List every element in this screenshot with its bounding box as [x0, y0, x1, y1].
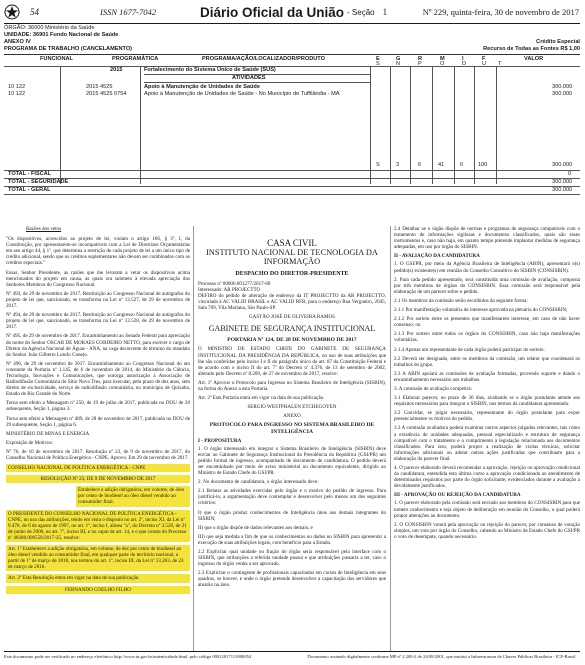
header-funcional: FUNCIONAL [40, 56, 73, 62]
protocolo-item: 2.4 Detalhar se o órgão dispõe de normas e programas de segurança compatíveis com o tratamento de informações sigilosas e documentos classificados, quais são esses instrumentos e, caso não haja, em quanto tempo pretende implantar medidas de segurança adequadas, em uso por órgão do SISBIN. [394, 226, 580, 251]
total-geral-value: 300.000 [552, 187, 573, 193]
avaliacao-item: 2.1.4 Apenas um representante de cada órgão poderá participar do sorteio. [394, 346, 545, 353]
code-fte: 100 [478, 162, 488, 168]
publication-title: Diário Oficial da União [200, 4, 345, 20]
issue-date: Nº 229, quinta-feira, 30 de novembro de 2017 [422, 7, 579, 17]
page-number: 54 [30, 7, 39, 17]
despacho-text: Processo nº 00000.001277/2017-68 Interessado: AR PROJECTTO DEFIRO do pedido de alteração de endereço da IT PROJECTTO da AR PROJECTTO, vinculada à AC VALID BRASIL e AC VALID RFB, para o endereço Rua Vergueiro, 2045, Sala 709, Vila Mariana, São Paulo-SP. [198, 280, 386, 312]
section-aprovacao: III - APROVAÇÃO OU REJEIÇÃO DA CANDIDATURA [394, 492, 521, 499]
column-divider [193, 226, 194, 651]
header-i: I [462, 56, 464, 62]
avaliacao-item: 2. Para cada pedido apresentado, será constituída uma comissão de avaliação, composta por três membros de órgãos do CONSISBIN. Essa comissão será responsável pela elaboração de um parecer sobre o pedido. [394, 276, 580, 295]
masthead-rule [4, 23, 580, 24]
article-1: Art. 1º Estabelecer a adição obrigatória, em volume, de dez por cento de biodiesel ao óleo diesel vendido ao consumidor final, em qualquer parte do território nacional, a partir de 1º de março de 2018, nos termos do art. 1º, inciso III, da Lei nº 13.263, de 23 de março de 2016. [6, 545, 190, 571]
column-left [6, 226, 190, 651]
totals-rule [4, 170, 580, 171]
protocolo-item: 2. No documento de candidatura, o órgão interessado deve: [198, 479, 319, 486]
avaliacao-item: 2.1 Os membros da comissão serão escolhidos da seguinte forma: [394, 297, 528, 304]
mensagem-paragraph: Torna sem efeito a Mensagem nº 489, de 28 de novembro de 2017, publicada no DOU de 29 subsequente, Seção 1, página 6. [6, 415, 190, 428]
protocolo-item: 2.1 Relatar as atividades exercidas pelo órgão e o motivo do pedido de ingresso. Para justificá-lo, a argumentação deve contemplar e desenvolver pelo menos um dos seguintes critérios: [198, 488, 386, 507]
avaliacao-item: 1. O GSI/PR, por meio da Agência Brasileira de Inteligência (ABIN), apresentará o(s) pedido(s) existente(s) em reunião do Conselho Consultivo do SISBIN (CONSISBIN). [394, 261, 580, 274]
protocolo-item: 2.3 Explicitar o contingente de profissionais capacitados em cursos de Inteligência em seus quadros, se houver, e onde o órgão pretende desenvolver a capacitação dos servidores que atuarão na área. [198, 570, 386, 589]
col-divider [140, 66, 141, 184]
portaria-preamble: O MINISTRO DE ESTADO CHEFE DO GABINETE DE SEGURANÇA INSTITUCIONAL DA PRESIDÊNCIA DA REPÚBLICA, no uso de suas atribuições que lhe são conferidas pelo inciso I e II do parágrafo único do art. 87 da Constituição Federal e de acordo com o inciso II do art. 7º do Decreto nº 4.376, de 13 de setembro de 2002, alterado pelo Decreto nº 8.209, de 27 de novembro de 2017, resolve: [198, 346, 386, 377]
footer-signature: Documento assinado digitalmente conforme MP nº 2.200-2 de 24/08/2001, que institui a Infraestrutura de Chaves Públicas Brasileira - ICP-Brasil. [307, 654, 577, 659]
totals-rule [4, 186, 580, 187]
protocolo-item: I) que o órgão produz conhecimentos de Inteligência úteis aos demais integrantes do SISBIN; [198, 509, 386, 522]
row1-funcional: 10 122 [8, 84, 26, 90]
section-label: - Seção [347, 7, 375, 17]
protocolo-item: II) que o órgão dispõe de dados relevantes aos demais; e [198, 524, 313, 531]
activities-label: ATIVIDADES [232, 75, 266, 81]
annex-table-header [4, 54, 580, 66]
header-r: R [418, 56, 423, 62]
total-fiscal-label: TOTAL - FISCAL [8, 171, 52, 177]
row2-programatica: 2015 4525 0754 [86, 91, 127, 97]
code-iu: 6 [460, 162, 464, 168]
protocolo-item: 2.2 Explicitar qual unidade ou fração do órgão seria responsável pela interface com o SISBIN, que atribuições a referida unidade possui e que atribuições passaria a ter, caso o ingresso do órgão venha a ser aprovado. [198, 549, 386, 568]
presidente-text: O PRESIDENTE DO CONSELHO NACIONAL DE POLÍTICA ENERGÉTICA - CNPE, no uso das atribuições, tendo em vista o disposto no art. 2º, inciso XI, da Lei nº 9.478, de 6 de agosto de 1997, no art. 1º, inciso I, alínea "a", do Decreto nº 3.520, de 21 de junho de 2000, no art. 7º, inciso III, e no caput de art. 14, e o que consta do Processo nº 48380.000558/2017-25, resolve: [6, 510, 190, 542]
annex-label: ANEXO IV [4, 39, 31, 45]
totals-rule [4, 194, 580, 195]
program-title: Fortalecimento do Sistema Único de Saúde (SUS) [144, 67, 276, 73]
code-esfera: S [376, 162, 380, 168]
footer-verification: Este documento pode ser verificado no endereço eletrônico http://www.in.gov.br/autenticidade.html, pelo código 00012017113000054 [4, 654, 252, 659]
avaliacao-item: 3.3 A comissão avaliadora poderá examinar outros aspectos julgados relevantes, tais como a existência de unidades adequadas, pessoal especializado e estrutura de segurança compatível com o tratamento e o cumprimento à legislação relacionada aos documentos classificados. Para isso, poderá propor a realização de visitas técnicas, solicitar informações adicionais ou adotar outras ações justificadas que contribuam para a elaboração do parecer final. [394, 425, 580, 462]
resources-label: Recurso de Todas as Fontes R$ 1,00 [483, 46, 580, 52]
issn: ISSN 1677-7042 [100, 7, 156, 17]
col-divider [60, 66, 61, 184]
instituto-heading: INSTITUTO NACIONAL DE TECNOLOGIA DA INFORMAÇÃO [206, 248, 378, 267]
activities-rule [144, 82, 370, 83]
header-g: G [396, 56, 401, 62]
orgao: ÓRGÃO: 36000 Ministério da Saúde [4, 25, 95, 31]
portaria-article-1: Art. 1º Aprovar o Protocolo para Ingresso no Sistema Brasileiro de Inteligência (SISBIN), na forma do Anexo a esta Portaria. [198, 379, 386, 393]
mensagem-paragraph: Nº 494, de 29 de novembro de 2017. Restituição ao Congresso Nacional de autógrafos do projeto de lei que, sancionado, se transforma na Lei nº 13.528, de 29 de novembro de 2017. [6, 312, 190, 331]
aprovacao-item: 2. O CONSISBIN votará pela aprovação ou rejeição do parecer, por consenso de votação simples, um voto por órgão do Conselho, cabendo ao Ministro de Estado Chefe do GSI/PR o voto de desempate, quando necessário. [394, 521, 580, 540]
header-sub-t: T [498, 61, 502, 67]
header-m: M [440, 56, 445, 62]
table-header-rule [4, 66, 580, 67]
row1-valor: 300.000 [552, 84, 573, 90]
mensagem-paragraph: Nº 495, de 29 de novembro de 2017. Encaminhamento ao Senado Federal para apreciação do nome do Senhor OSCAR DE MORAES CORDEIRO NETTO, para exercer o cargo de Diretor da Agência Nacional de Águas - ANA, na vaga decorrente do término do mandato do Senhor João Gilberto Lotufo Conejo. [6, 333, 190, 358]
vetos-paragraph: Essas, Senhor Presidente, as razões que me levaram a vetar os dispositivos acima mencionados do projeto em causa, as quais ora submeto à elevada apreciação dos Senhores Membros do Congresso Nacional. [6, 269, 190, 288]
code-rp: 6 [418, 162, 422, 168]
vetos-paragraph: "Os dispositivos, acrescidos ao projeto de lei, violam o artigo 166, § 3º, I, da Constituição, por apresentarem-se incompatíveis com a Lei de Diretrizes Orçamentárias em seu artigo 44, § 1º, que determina a restrição de cada projeto de lei a um único tipo de crédito adicional, sendo que os créditos suplementares não devem ser combinados com os créditos especiais." [6, 236, 190, 267]
header-programatica: PROGRAMÁTICA [112, 56, 159, 62]
col-divider [390, 66, 391, 184]
column-right [394, 226, 580, 651]
total-seguridade-label: TOTAL - SEGURIDADE [8, 179, 69, 185]
signer: FERNANDO COELHO FILHO [6, 586, 190, 594]
row1-programatica: 2015 4525 [86, 84, 113, 90]
section-number: 1 [382, 7, 388, 17]
col-divider [370, 66, 371, 184]
avaliacao-item: 3.1 Elaborar parecer, no prazo de 30 dias, avaliando se o órgão postulante atende aos requisitos necessários para integrar o SISBIN, nos termos da candidatura apresentada. [394, 395, 580, 408]
despacho-signer: GASTÃO JOSÉ DE OLIVEIRA RAMOS [248, 314, 336, 321]
aprovacao-item: 1. O parecer elaborado pela comissão será enviado aos membros do CONSISBIN para que tomem conhecimento e seja objeto de deliberação em reunião do Conselho, o qual poderá propor alterações ao documento. [394, 500, 580, 519]
header-f: F [482, 56, 486, 62]
mensagem-paragraph: Nº 493, de 29 de novembro de 2017. Restituição ao Congresso Nacional de autógrafos do projeto de lei que, sancionado, se transforma na Lei nº 13.527, de 29 de novembro de 2017. [6, 290, 190, 310]
portaria-signer: SERGIO WESTPHALEN ETCHEGOYEN [247, 404, 337, 411]
protocolo-item: III) que seja medida a fim de que os conhecimentos ou dados no SISBIN para apresentar a execução de suas atribuições legais, com benefício para a Estado. [198, 533, 386, 546]
total-seguridade-value: 300.000 [552, 179, 573, 185]
exposicao-label: Exposição de Motivos: [6, 439, 53, 446]
resolucao-ementa: Estabelece a adição obrigatória, em volume, de óleo por cento de biodiesel ao óleo diesel vendido ao consumidor final. [76, 486, 190, 506]
exposicao-text: Nº 76, de 10 de novembro de 2017. Resolução nº 23, de 9 de novembro de 2017, do Conselho Nacional de Política Energética - CNPE. Aprovo. Em 29 de novembro de 2017. [6, 448, 190, 461]
col-divider [410, 66, 411, 184]
avaliacao-item: 2.1.1 Por manifestação voluntária de interesse aprovada na plenária do CONSISBIN; [394, 307, 568, 314]
col-divider [432, 66, 433, 184]
mensagem-paragraph: Nº 496, de 29 de novembro de 2017. Encaminhamento ao Congresso Nacional do ato constante da Portaria nº 1.145, de 6 de novembro de 2014, do Ministério da Ciência, Tecnologia, Inovações e Comunicações, que outorga autorização à Associação de Radiodifusão Comunitária do Sítio Novo Tres, para executar, pelo prazo de dez anos, sem direito de exclusividade, serviço de radiodifusão comunitária, no município de Quixaba, Estado de Rio Grande do Norte. [6, 360, 190, 398]
total-fiscal-value: 0 [568, 171, 572, 177]
header-sub-n: N [396, 61, 401, 67]
header-sub-u: U [482, 61, 487, 67]
masthead [4, 2, 579, 22]
section-avaliacao: II - AVALIAÇÃO DA CANDIDATURA [394, 253, 480, 260]
cnpe-heading: CONSELHO NACIONAL DE POLÍTICA ENERGÉTICA - CNPE [6, 464, 190, 472]
code-valor: 300.000 [552, 162, 573, 168]
vetos-heading: Razões dos vetos [26, 226, 62, 232]
avaliacao-item: 2.1.3 Por sorteio entre todos os órgãos do CONSISBIN, caso não haja manifestações voluntárias. [394, 331, 580, 344]
column-divider [390, 226, 391, 651]
header-e: E [376, 56, 380, 62]
col-divider [496, 66, 497, 184]
header-sub-p: P [418, 61, 422, 67]
header-sub-s: S [376, 61, 380, 67]
row2-valor: 300.000 [552, 91, 573, 97]
gsi-heading: GABINETE DE SEGURANÇA INSTITUCIONAL [208, 324, 376, 334]
totals-rule [4, 178, 580, 179]
program-label: PROGRAMA DE TRABALHO (CANCELAMENTO) [4, 46, 133, 52]
row1-descricao: Apoio à Manutenção de Unidades de Saúde [144, 84, 260, 90]
avaliacao-item: 2.3 A ABIN apoiará as comissões de avaliação formadas, provendo suporte e dando o encaminhamento necessário aos trabalhos. [394, 370, 580, 383]
avaliacao-item: 2.1.2 Por sorteio entre os presentes que manifestarem interesse, em caso de não haver consenso; ou [394, 316, 580, 329]
coat-of-arms-icon [4, 4, 20, 20]
anexo-heading: ANEXO [283, 413, 301, 420]
credit-label: Crédito Especial [536, 39, 580, 45]
ministry-heading: MINISTÉRIO DE MINAS E ENERGIA [6, 430, 90, 437]
casa-civil-heading: CASA CIVIL [267, 238, 317, 248]
header-programa: PROGRAMA/AÇÃO/LOCALIZADOR/PRODUTO [202, 56, 325, 62]
code-mod: 41 [438, 162, 445, 168]
header-sub-o: O [440, 61, 445, 67]
total-geral-label: TOTAL - GERAL [8, 187, 51, 193]
despacho-heading: DESPACHO DO DIRETOR-PRESIDENTE [235, 270, 349, 277]
avaliacao-item: 3.2 Convidar, se julgar necessário, representante do órgão postulante para expor presencialmente os motivos do pedido. [394, 410, 580, 423]
portaria-title: PORTARIA Nº 124, DE 28 DE NOVEMBRO DE 2017 [227, 337, 357, 344]
col-divider [454, 66, 455, 184]
avaliacao-item: 2.2 Deverá ser designado, entre os membros da comissão, um relator que coordenará os trabalhos do grupo. [394, 355, 580, 368]
resolucao-title: RESOLUÇÃO Nº 23, DE 9 DE NOVEMBRO DE 2017 [6, 475, 190, 483]
annex-header [4, 25, 580, 53]
footer [4, 651, 580, 659]
code-gnd: 3 [396, 162, 400, 168]
protocolo-title: PROTOCOLO PARA INGRESSO NO SISTEMA BRASILEIRO DE INTELIGÊNCIA [209, 422, 375, 435]
program-code: 2015 [110, 67, 123, 73]
row2-funcional: 10 122 [8, 91, 26, 97]
section-propositura: I - PROPOSITURA [198, 437, 242, 444]
article-2: Art. 2º Esta Resolução entra em vigor na data de sua publicação. [6, 574, 190, 582]
avaliacao-item: 4. O parecer elaborado deverá recomendar a aprovação, rejeição ou aprovação condicional da candidatura, entendida esta última como a aprovação condicionada ao atendimento de determinados requisitos por parte do órgão solicitante, evidenciados durante a avaliação a devidamente justificados. [394, 465, 580, 490]
avaliacao-item: 3. A comissão de avaliação competirá: [394, 385, 473, 392]
column-middle [198, 226, 386, 651]
col-divider [474, 66, 475, 184]
header-valor: VALOR [524, 56, 544, 62]
header-sub-d: D [462, 61, 467, 67]
row2-descricao: Apoio à Manutenção de Unidades de Saúde - No Município de Tuffilândia - MA [144, 91, 340, 97]
protocolo-item: 1. O órgão interessado em integrar o Sistema Brasileiro de Inteligência (SISBIN) deve enviar ao Gabinete de Segurança Institucional da Presidência da República (GSI/PR) um pedido formal de ingresso, acompanhado de documento de candidatura. O pedido deverá ser encaminhado por meio de aviso ministerial ou documento equivalente, dirigido ao Ministro de Estado Chefe do GSI/PR. [198, 445, 386, 477]
unidade: UNIDADE: 36901 Fundo Nacional de Saúde [4, 32, 119, 38]
portaria-article-2: Art. 2º Esta Portaria entra em vigor na data de sua publicação. [198, 395, 325, 402]
mensagem-paragraph: Torna sem efeito a Mensagem nº 250, de 19 de julho de 2017, publicada no DOU de 20 subsequente, Seção 1, página 3. [6, 400, 190, 413]
